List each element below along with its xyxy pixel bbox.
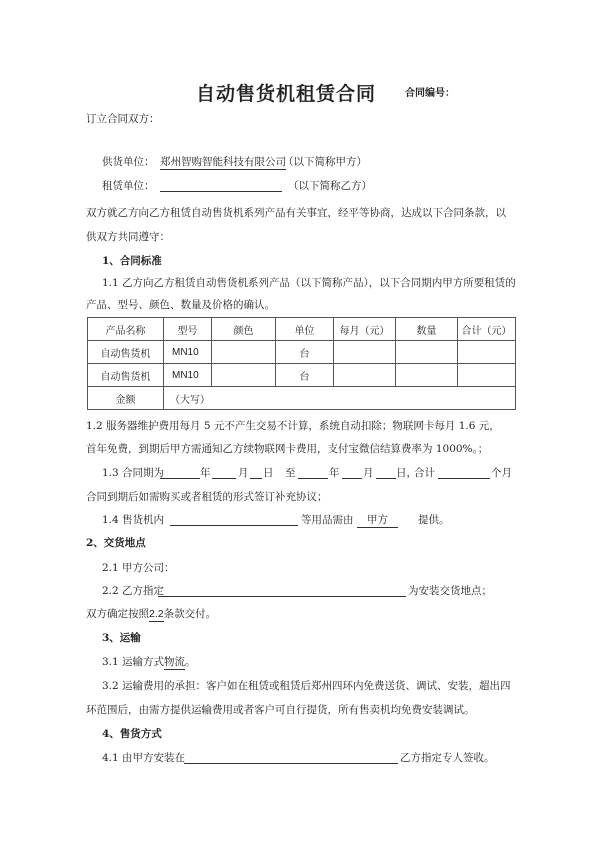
clause-2-2-line2-prefix: 双方确定按照 (86, 608, 149, 620)
table-header: 颜色 (212, 318, 276, 341)
clause-1-1-line2: 产品、型号、颜色、数量及价格的确认。 (86, 299, 275, 311)
table-header: 合计（元） (458, 318, 516, 341)
amount-label: 金额 (88, 387, 164, 410)
transport-method: 物流 (164, 656, 186, 668)
clause-1-2-line2: 首年免费，到期后甲方需通知乙方续物联网卡费用，支付宝微信结算费率为 1000%。； (86, 443, 489, 455)
clause-1-4-end: 提供。 (418, 514, 450, 526)
table-amount-row (88, 387, 516, 410)
start-day-unit: 日 (263, 467, 274, 479)
start-year-unit: 年 (200, 467, 211, 479)
table-row (88, 364, 516, 387)
clause-1-4-mid: 等用品需由 (301, 514, 354, 526)
clause-1-4-prefix: 1.4 售货机内 (102, 514, 165, 526)
start-month-field (212, 478, 236, 479)
table-cell (396, 364, 458, 387)
contract-number-label: 合同编号： (405, 88, 455, 99)
clause-1-1-line1: 1.1 乙方向乙方租赁自动售货机系列产品（以下简称产品），以下合同期内甲方所要租赁的 (102, 277, 516, 289)
end-month-unit: 月 (363, 467, 374, 479)
table-row (88, 341, 516, 364)
clause-2-1: 2.1 甲方公司： (102, 562, 175, 574)
delivery-location-field (158, 596, 406, 597)
table-cell (458, 364, 516, 387)
table-header: 数量 (396, 318, 458, 341)
lessee-note: （以下简称乙方） (288, 180, 372, 192)
clause-2-2-suffix: 为安装交货地点； (408, 585, 492, 597)
page-title: 自动售货机租赁合同 (196, 83, 377, 105)
clause-3-1 (102, 655, 196, 670)
table-cell: 自动售货机 (88, 341, 164, 364)
table-cell (212, 364, 276, 387)
table-header-row (88, 318, 516, 341)
start-year-field (160, 478, 200, 479)
table-cell (458, 341, 516, 364)
supplier-name-text: 郑州智购智能科技有限公司 (160, 156, 286, 168)
section4-heading: 4、售货方式 (102, 728, 162, 740)
parties-paragraph-line2: 供双方共同遵守： (86, 231, 170, 243)
table-header: 型号 (164, 318, 212, 341)
end-day-field (376, 478, 396, 479)
total-months-field (438, 478, 490, 479)
table-cell: 台 (276, 364, 334, 387)
clause-1-2-line1: 1.2 服务器维护费用每月 5 元不产生交易不计算，系统自动扣除；物联网卡每月 1.6 元， (86, 420, 500, 432)
table-header: 单位 (276, 318, 334, 341)
table-cell (334, 364, 396, 387)
install-location-field (184, 763, 398, 764)
end-month-field (342, 478, 362, 479)
end-year-field (298, 478, 328, 479)
clause-2-2-line2-suffix: 条款交付。 (163, 608, 217, 620)
product-table (87, 317, 516, 410)
table-header: 每月（元） (334, 318, 396, 341)
table-cell: MN10 (164, 341, 212, 364)
start-month-unit: 月 (238, 467, 249, 479)
clause-4-1-suffix: 乙方指定专人签收。 (400, 752, 495, 764)
section1-heading: 1、合同标准 (102, 255, 162, 267)
supplier-label: 供货单位： (102, 156, 155, 168)
lessee-label: 租赁单位： (102, 180, 155, 192)
clause-2-2-line2 (86, 607, 216, 622)
table-cell (212, 341, 276, 364)
table-cell (396, 341, 458, 364)
supplier-party-text: 甲方 (357, 513, 398, 528)
supplier-note: （以下简称甲方） (283, 156, 367, 168)
clause-3-2-line2: 环范围后，由需方提供运输费用或者客户可自行提货，所有售卖机均免费安装调试。 (86, 704, 475, 716)
clause-3-1-end: 。 (185, 656, 196, 668)
parties-paragraph-line1: 双方就乙方向乙方租赁自动售货机系列产品有关事宜，经平等协商，达成以下合同条款，以 (86, 207, 506, 219)
start-day-field (250, 478, 262, 479)
to-label: 至 (285, 467, 296, 479)
supplier-name (160, 155, 286, 170)
amount-note: （大写） (164, 387, 516, 410)
clause-1-3-line2: 合同到期后如需购买或者租赁的形式签订补充协议； (86, 491, 328, 503)
clause-1-3-prefix: 1.3 合同期为 (102, 467, 165, 479)
end-day-unit: 日， (396, 467, 417, 479)
table-cell (334, 341, 396, 364)
section3-heading: 3、运输 (102, 632, 141, 644)
months-unit: 个月 (491, 467, 512, 479)
supplier-party (357, 513, 398, 528)
lessee-name-field (160, 191, 282, 192)
end-year-unit: 年 (329, 467, 340, 479)
clause-4-1-prefix: 4.1 由甲方安装在 (102, 752, 186, 764)
section2-heading: 2、交货地点 (86, 537, 146, 549)
supplies-field (170, 525, 298, 526)
table-cell: 自动售货机 (88, 364, 164, 387)
clause-2-2-ref: 2.2 (149, 608, 164, 620)
total-label: 合计 (414, 467, 435, 479)
table-cell: MN10 (164, 364, 212, 387)
clause-3-1-prefix: 3.1 运输方式 (102, 656, 165, 668)
table-header: 产品名称 (88, 318, 164, 341)
parties-intro: 订立合同双方： (86, 113, 160, 125)
table-cell: 台 (276, 341, 334, 364)
clause-2-2-prefix: 2.2 乙方指定 (102, 585, 165, 597)
clause-3-2-line1: 3.2 运输费用的承担：客户如在租赁或租赁后郑州四环内免费送货、调试、安装，超出四 (102, 680, 511, 692)
